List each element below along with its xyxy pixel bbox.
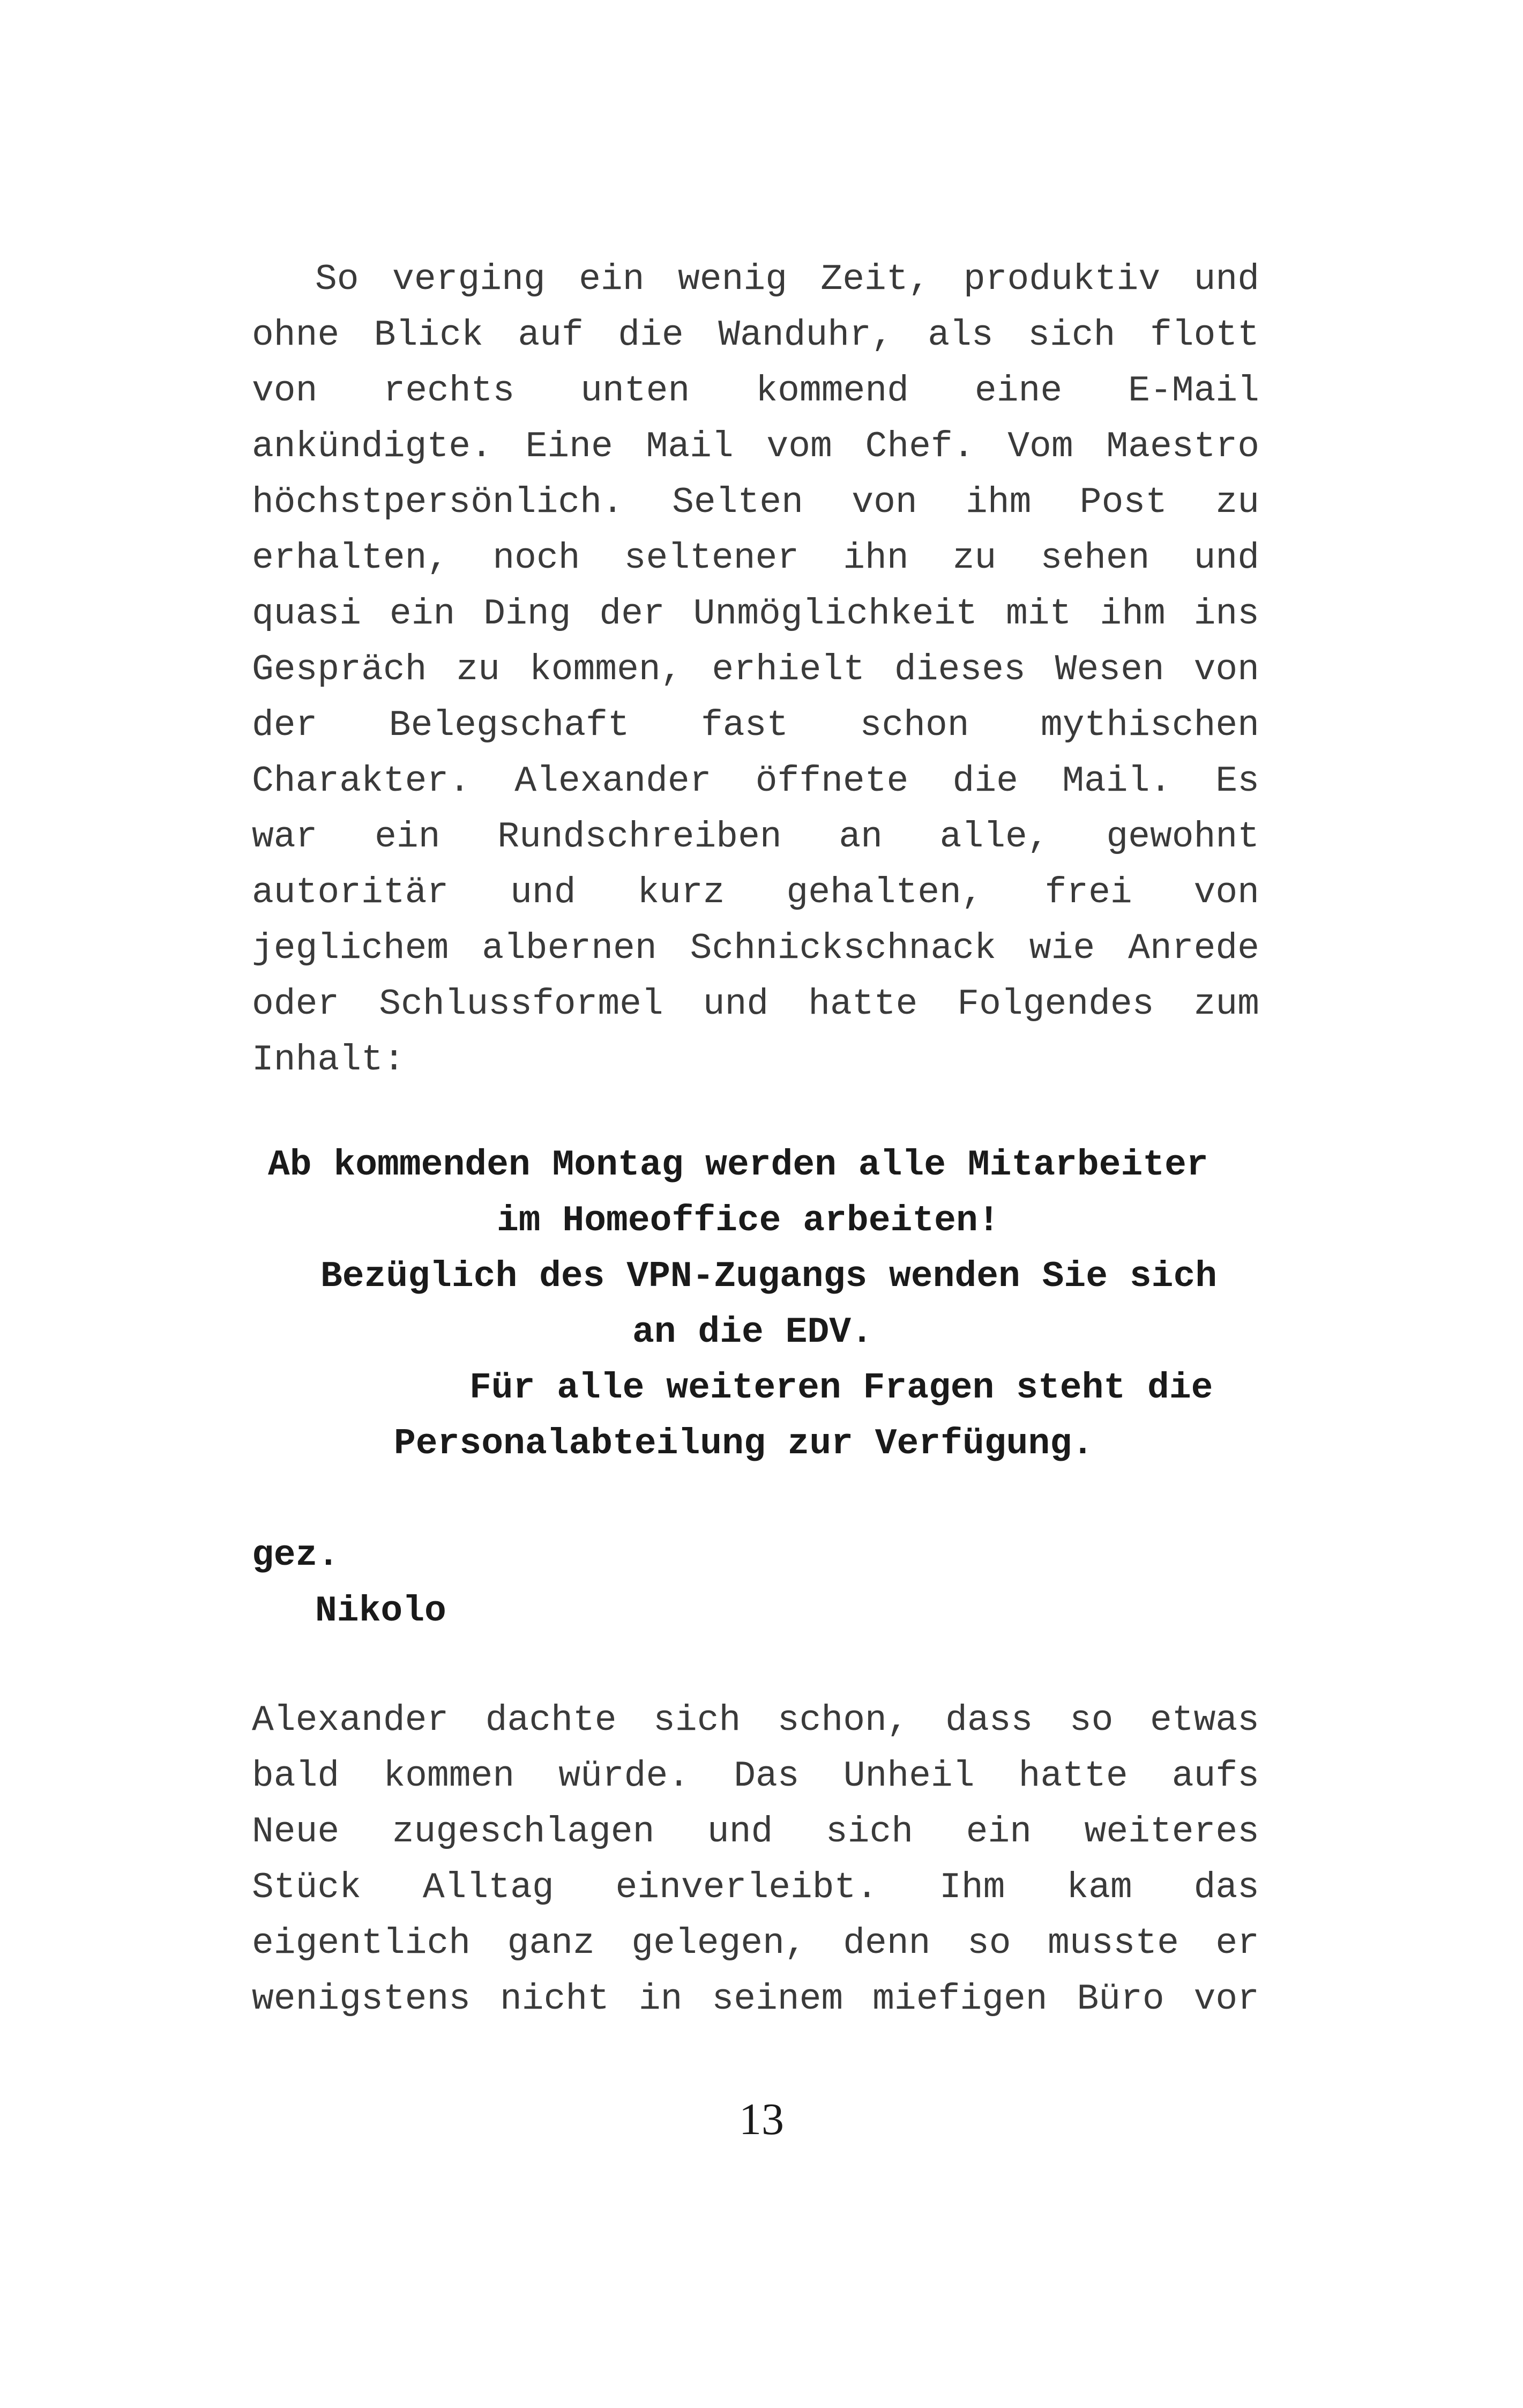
mail-line: Ab kommenden Montag werden alle Mitarbeiter — [268, 1144, 1208, 1186]
paragraph-line: eigentlich ganz gelegen, denn so musste er — [252, 1923, 1259, 1964]
paragraph-line: Alexander dachte sich schon, dass so etwas — [252, 1700, 1259, 1741]
paragraph-line: Gespräch zu kommen, erhielt dieses Wesen von — [252, 649, 1259, 690]
paragraph-line: jeglichem albernen Schnickschnack wie Anrede — [252, 928, 1259, 969]
paragraph-line: Neue zugeschlagen und sich ein weiteres — [252, 1811, 1259, 1853]
paragraph-line: autoritär und kurz gehalten, frei von — [252, 872, 1259, 913]
paragraph-line: Stück Alltag einverleibt. Ihm kam das — [252, 1867, 1259, 1908]
paragraph-line: Charakter. Alexander öffnete die Mail. Es — [252, 761, 1259, 802]
mail-line: Personalabteilung zur Verfügung. — [394, 1423, 1094, 1465]
paragraph-line: höchstpersönlich. Selten von ihm Post zu — [252, 482, 1259, 523]
mail-line: an die EDV. — [632, 1312, 873, 1353]
paragraph-line: von rechts unten kommend eine E-Mail — [252, 370, 1259, 412]
signature-name: Nikolo — [315, 1591, 446, 1632]
paragraph-line: erhalten, noch seltener ihn zu sehen und — [252, 538, 1259, 579]
paragraph-line: bald kommen würde. Das Unheil hatte aufs — [252, 1756, 1259, 1797]
mail-line: Für alle weiteren Fragen steht die — [469, 1367, 1213, 1409]
paragraph-line: So verging ein wenig Zeit, produktiv und — [315, 259, 1259, 300]
paragraph-line: oder Schlussformel und hatte Folgendes zum — [252, 984, 1259, 1025]
paragraph-line: wenigstens nicht in seinem miefigen Büro vor — [252, 1979, 1259, 2020]
mail-line: im Homeoffice arbeiten! — [497, 1200, 1000, 1242]
paragraph-line: der Belegschaft fast schon mythischen — [252, 705, 1259, 746]
page-number: 13 — [739, 2094, 784, 2144]
paragraph-line: ankündigte. Eine Mail vom Chef. Vom Maestro — [252, 426, 1259, 467]
paragraph-line: war ein Rundschreiben an alle, gewohnt — [252, 816, 1259, 858]
paragraph-line: quasi ein Ding der Unmöglichkeit mit ihm ins — [252, 593, 1259, 635]
signature-prefix: gez. — [252, 1535, 340, 1576]
paragraph-line: ohne Blick auf die Wanduhr, als sich flott — [252, 315, 1259, 356]
paragraph-line: Inhalt: — [252, 1039, 405, 1081]
mail-line: Bezüglich des VPN-Zugangs wenden Sie sich — [320, 1256, 1218, 1297]
